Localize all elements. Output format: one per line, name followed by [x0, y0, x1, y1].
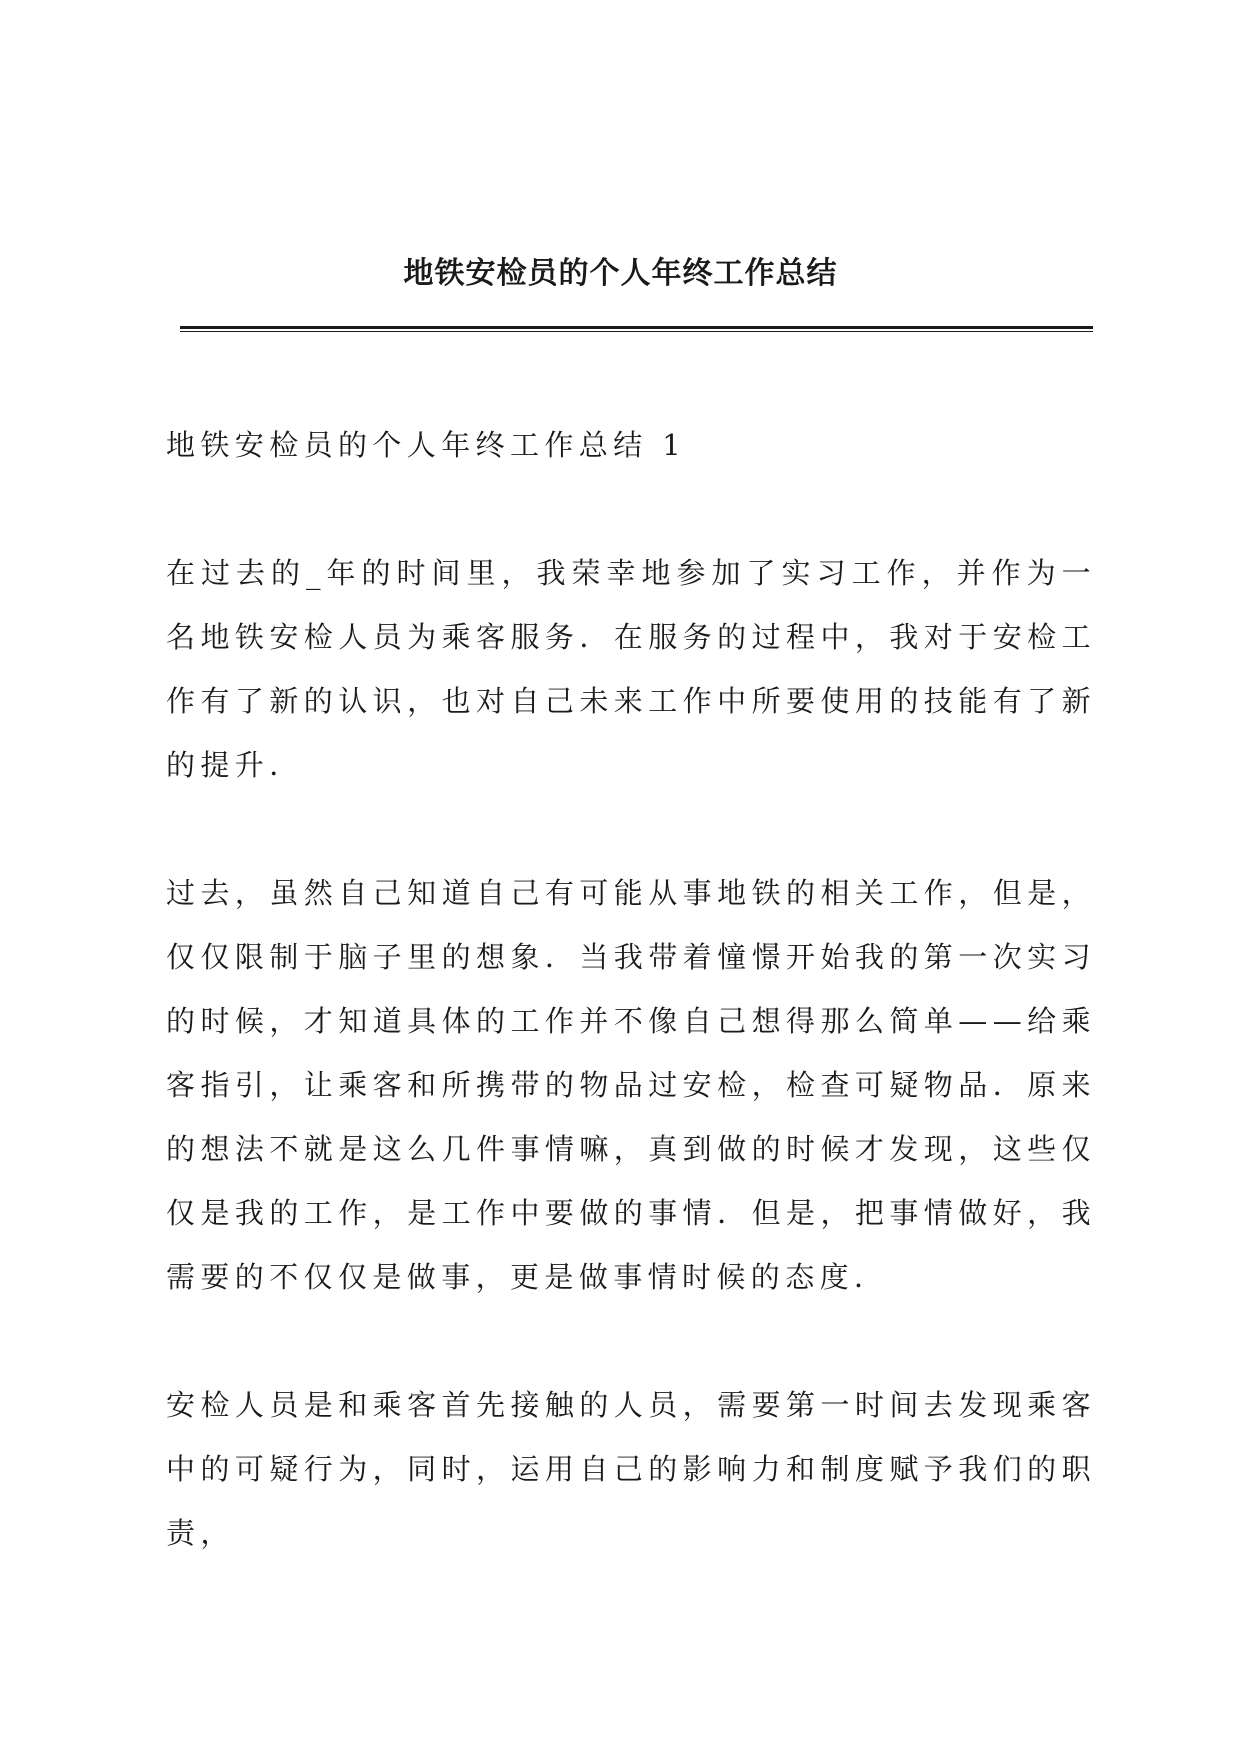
page-title: 地铁安检员的个人年终工作总结	[403, 256, 838, 291]
document-body	[166, 413, 1096, 1565]
section-heading: 地铁安检员的个人年终工作总结 1	[166, 428, 687, 462]
title-double-rule	[180, 326, 1093, 332]
paragraph-3: 安检人员是和乘客首先接触的人员，需要第一时间去发现乘客中的可疑行为，同时，运用自己的影响力和制度赋予我们的职责，	[166, 1388, 1096, 1550]
paragraph-2: 过去，虽然自己知道自己有可能从事地铁的相关工作，但是，仅仅限制于脑子里的想象．当我带着憧憬开始我的第一次实习的时候，才知道具体的工作并不像自己想得那么简单——给乘客指引，让乘客和所携带的物品过安检，检查可疑物品．原来的想法不就是这么几件事情嘛，真到做的时候才发现，这些仅仅是我的工作，是工作中要做的事情．但是，把事情做好，我需要的不仅仅是做事，更是做事情时候的态度．	[166, 876, 1096, 1294]
paragraph-1: 在过去的_年的时间里，我荣幸地参加了实习工作，并作为一名地铁安检人员为乘客服务．在服务的过程中，我对于安检工作有了新的认识，也对自己未来工作中所要使用的技能有了新的提升．	[166, 556, 1096, 782]
